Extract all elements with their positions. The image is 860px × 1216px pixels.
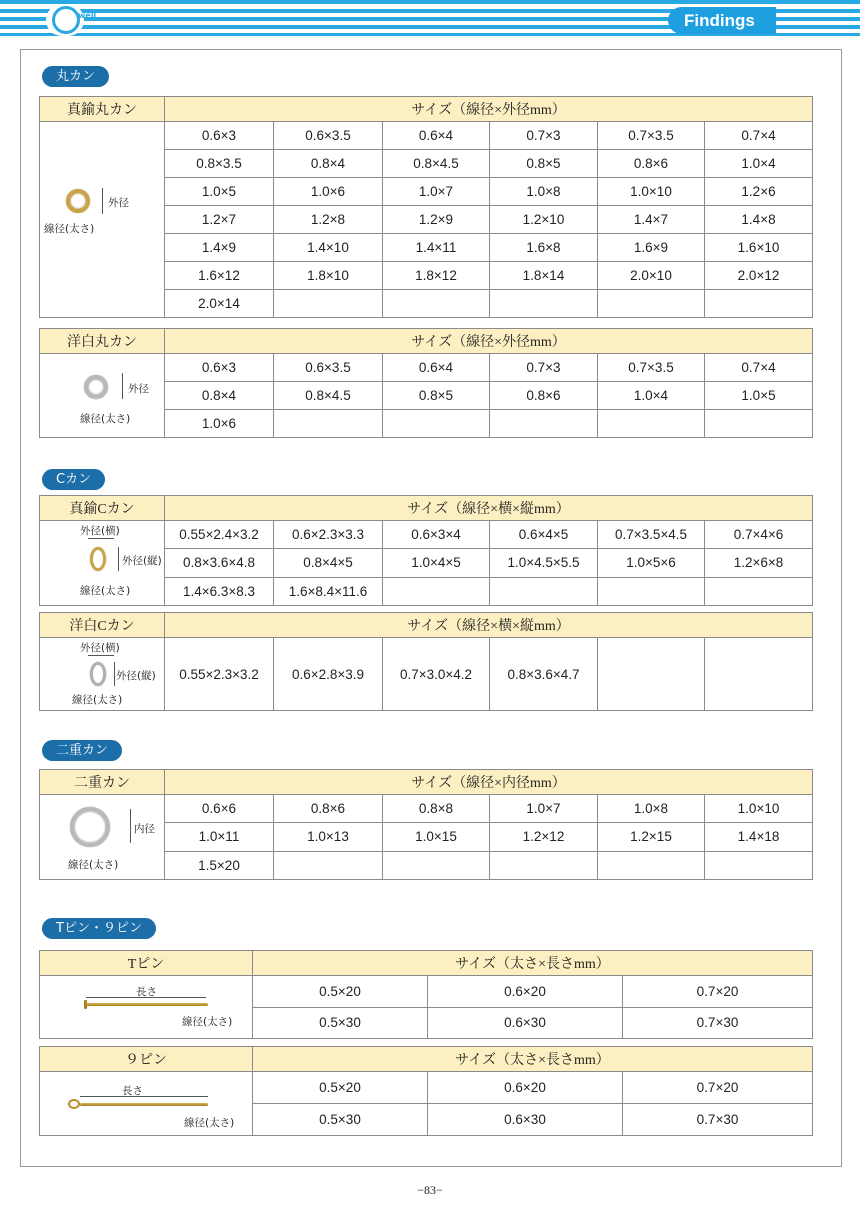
outer-diameter-label: 外径 [108,196,129,209]
size-cell [705,410,813,438]
wire-diameter-label: 線径(太さ) [80,585,131,597]
header-stripe [0,0,860,4]
size-cell: 1.0×5 [705,382,813,410]
size-cell: 1.6×9 [598,234,705,262]
size-cell: 0.6×2.8×3.9 [274,638,383,711]
size-cell: 0.8×4×5 [274,549,383,577]
page-header [0,0,860,40]
size-cell: 1.2×6×8 [705,549,813,577]
size-cell: 0.5×30 [253,1104,428,1136]
size-cell: 0.8×4 [165,382,274,410]
table-t-pin [39,950,813,1039]
length-label: 長さ [136,986,157,998]
dimension-line [88,538,114,539]
size-cell: 0.6×3.5 [274,122,383,150]
size-cell: 0.5×20 [253,976,428,1008]
size-cell [383,410,490,438]
size-cell [383,290,490,318]
t-pin-illustration [40,976,253,1039]
size-cell: 0.6×3×4 [383,521,490,549]
size-cell: 0.7×4 [705,354,813,382]
table-label: Tピン [40,951,253,976]
size-cell: 2.0×14 [165,290,274,318]
size-cell: 0.7×3.5 [598,122,705,150]
page-number: −83− [417,1183,443,1197]
double-ring-icon [70,807,110,847]
size-cell [705,290,813,318]
size-cell: 1.2×7 [165,206,274,234]
wire-diameter-label: 線径(太さ) [72,694,123,706]
dimension-line [86,997,206,998]
size-cell: 0.7×3 [490,122,598,150]
height-label: 外径(縦) [122,555,162,567]
size-cell: 0.6×4×5 [490,521,598,549]
size-cell: 2.0×10 [598,262,705,290]
nine-pin-icon [80,1103,208,1106]
size-cell: 1.2×9 [383,206,490,234]
size-cell [274,851,383,879]
size-cell [383,851,490,879]
dimension-line [80,1096,208,1097]
size-header: サイズ（太さ×長さmm） [253,951,813,976]
size-cell: 1.4×8 [705,206,813,234]
table-label: 二重カン [40,770,165,795]
size-cell [490,851,598,879]
nine-pin-illustration [40,1072,253,1136]
size-cell: 1.8×12 [383,262,490,290]
table-brass-c-ring [39,495,813,606]
size-cell: 1.0×13 [274,823,383,851]
size-header: サイズ（線径×横×縦mm） [165,613,813,638]
size-cell: 0.7×3.5×4.5 [598,521,705,549]
size-cell [598,851,705,879]
size-cell: 1.0×6 [274,178,383,206]
size-cell: 1.4×10 [274,234,383,262]
size-cell [598,290,705,318]
size-cell: 1.0×8 [490,178,598,206]
size-cell: 1.0×4 [705,150,813,178]
size-header: サイズ（線径×横×縦mm） [165,496,813,521]
size-cell: 1.0×10 [705,795,813,823]
brass-c-ring-illustration [40,521,165,606]
size-cell: 0.7×3.5 [598,354,705,382]
inner-diameter-label: 内径 [134,823,155,835]
section-tag: Findings [668,7,776,34]
size-cell: 0.7×4 [705,122,813,150]
size-cell: 1.0×4 [598,382,705,410]
size-header: サイズ（太さ×長さmm） [253,1047,813,1072]
size-cell: 0.8×3.5 [165,150,274,178]
logo-text: well [78,11,97,20]
size-cell: 1.2×8 [274,206,383,234]
size-cell: 1.6×12 [165,262,274,290]
size-cell: 0.8×8 [383,795,490,823]
section-pill-c-ring: Cカン [42,469,105,490]
table-double-ring [39,769,813,880]
brass-ring-illustration [40,122,165,318]
nine-pin-eye-icon [68,1099,80,1109]
width-label: 外径(横) [80,642,120,654]
size-cell: 1.4×9 [165,234,274,262]
dimension-line [102,188,103,214]
nickel-c-ring-illustration [40,638,165,711]
size-cell: 1.6×8 [490,234,598,262]
size-cell: 1.4×6.3×8.3 [165,577,274,605]
size-cell: 0.55×2.3×3.2 [165,638,274,711]
size-cell: 1.0×7 [490,795,598,823]
size-cell [383,577,490,605]
section-pill-pins: Tピン・９ピン [42,918,156,939]
size-cell: 0.8×6 [490,382,598,410]
size-cell: 2.0×12 [705,262,813,290]
table-nickel-jump-ring [39,328,813,438]
size-cell: 0.8×6 [274,795,383,823]
table-brass-jump-ring [39,96,813,318]
size-cell: 0.6×4 [383,122,490,150]
size-cell: 0.8×5 [490,150,598,178]
jump-ring-icon [84,375,108,399]
size-cell: 0.6×3.5 [274,354,383,382]
size-cell: 1.0×10 [598,178,705,206]
size-cell: 1.4×11 [383,234,490,262]
size-cell: 0.7×30 [623,1007,813,1039]
size-cell: 0.8×4.5 [383,150,490,178]
size-cell: 1.2×10 [490,206,598,234]
size-cell: 0.7×30 [623,1104,813,1136]
outer-diameter-label: 外径 [128,382,149,395]
size-cell: 0.6×2.3×3.3 [274,521,383,549]
size-cell: 1.2×6 [705,178,813,206]
size-cell: 1.8×14 [490,262,598,290]
wire-diameter-label: 線径(太さ) [68,859,119,871]
size-cell: 1.0×7 [383,178,490,206]
jump-ring-icon [66,189,90,213]
size-cell: 1.2×15 [598,823,705,851]
size-header: サイズ（線径×外径mm） [165,329,813,354]
double-ring-illustration [40,795,165,880]
dimension-line [114,662,115,686]
size-header: サイズ（線径×外径mm） [165,97,813,122]
table-label: 真鍮Cカン [40,496,165,521]
size-cell: 0.7×3 [490,354,598,382]
size-cell [598,410,705,438]
nickel-ring-illustration [40,354,165,438]
size-cell: 1.5×20 [165,851,274,879]
size-cell: 1.8×10 [274,262,383,290]
size-cell: 0.7×20 [623,1072,813,1104]
table-label: 洋白Cカン [40,613,165,638]
size-cell: 0.7×3.0×4.2 [383,638,490,711]
size-cell [705,577,813,605]
size-header: サイズ（線径×内径mm） [165,770,813,795]
size-cell: 0.5×20 [253,1072,428,1104]
size-cell: 0.5×30 [253,1007,428,1039]
size-cell [705,638,813,711]
size-cell: 0.6×3 [165,122,274,150]
table-label: 洋白丸カン [40,329,165,354]
width-label: 外径(横) [80,525,120,537]
size-cell [598,638,705,711]
size-cell: 0.8×4 [274,150,383,178]
size-cell [274,290,383,318]
size-cell: 1.2×12 [490,823,598,851]
size-cell: 0.6×20 [428,1072,623,1104]
size-cell: 1.6×10 [705,234,813,262]
size-cell: 1.0×11 [165,823,274,851]
wire-diameter-label: 線径(太さ) [182,1016,233,1028]
size-cell: 1.0×8 [598,795,705,823]
size-cell: 0.8×5 [383,382,490,410]
size-cell: 0.6×4 [383,354,490,382]
size-cell: 0.6×30 [428,1007,623,1039]
size-cell: 0.8×4.5 [274,382,383,410]
t-pin-icon [86,1003,208,1006]
table-label: ９ピン [40,1047,253,1072]
size-cell: 1.4×18 [705,823,813,851]
size-cell: 0.8×3.6×4.8 [165,549,274,577]
size-cell: 0.55×2.4×3.2 [165,521,274,549]
dimension-line [130,809,131,843]
logo-ring-icon [52,6,80,34]
size-cell [274,410,383,438]
dimension-line [88,655,114,656]
size-cell: 1.4×7 [598,206,705,234]
size-cell: 1.0×5×6 [598,549,705,577]
section-pill-double-ring: 二重カン [42,740,122,761]
dimension-line [122,373,123,399]
size-cell: 1.0×6 [165,410,274,438]
size-cell: 0.7×20 [623,976,813,1008]
size-cell: 0.6×3 [165,354,274,382]
size-cell: 1.6×8.4×11.6 [274,577,383,605]
dimension-line [118,547,119,571]
size-cell: 1.0×4×5 [383,549,490,577]
size-cell [490,577,598,605]
size-cell: 1.0×15 [383,823,490,851]
length-label: 長さ [122,1084,143,1097]
size-cell: 1.0×4.5×5.5 [490,549,598,577]
height-label: 外径(縦) [116,670,156,682]
table-label: 真鍮丸カン [40,97,165,122]
size-cell: 0.8×3.6×4.7 [490,638,598,711]
size-cell: 0.6×30 [428,1104,623,1136]
size-cell [490,290,598,318]
wire-diameter-label: 線径(太さ) [44,222,95,235]
table-nickel-c-ring [39,612,813,711]
size-cell: 0.8×6 [598,150,705,178]
wire-diameter-label: 線径(太さ) [184,1116,235,1129]
table-9-pin [39,1046,813,1136]
size-cell [705,851,813,879]
section-pill-maru: 丸カン [42,66,109,87]
c-ring-icon [90,662,106,686]
size-cell [490,410,598,438]
size-cell: 0.6×20 [428,976,623,1008]
size-cell: 1.0×5 [165,178,274,206]
size-cell: 0.6×6 [165,795,274,823]
wire-diameter-label: 線径(太さ) [80,412,131,425]
size-cell [598,577,705,605]
c-ring-icon [90,547,106,571]
size-cell: 0.7×4×6 [705,521,813,549]
